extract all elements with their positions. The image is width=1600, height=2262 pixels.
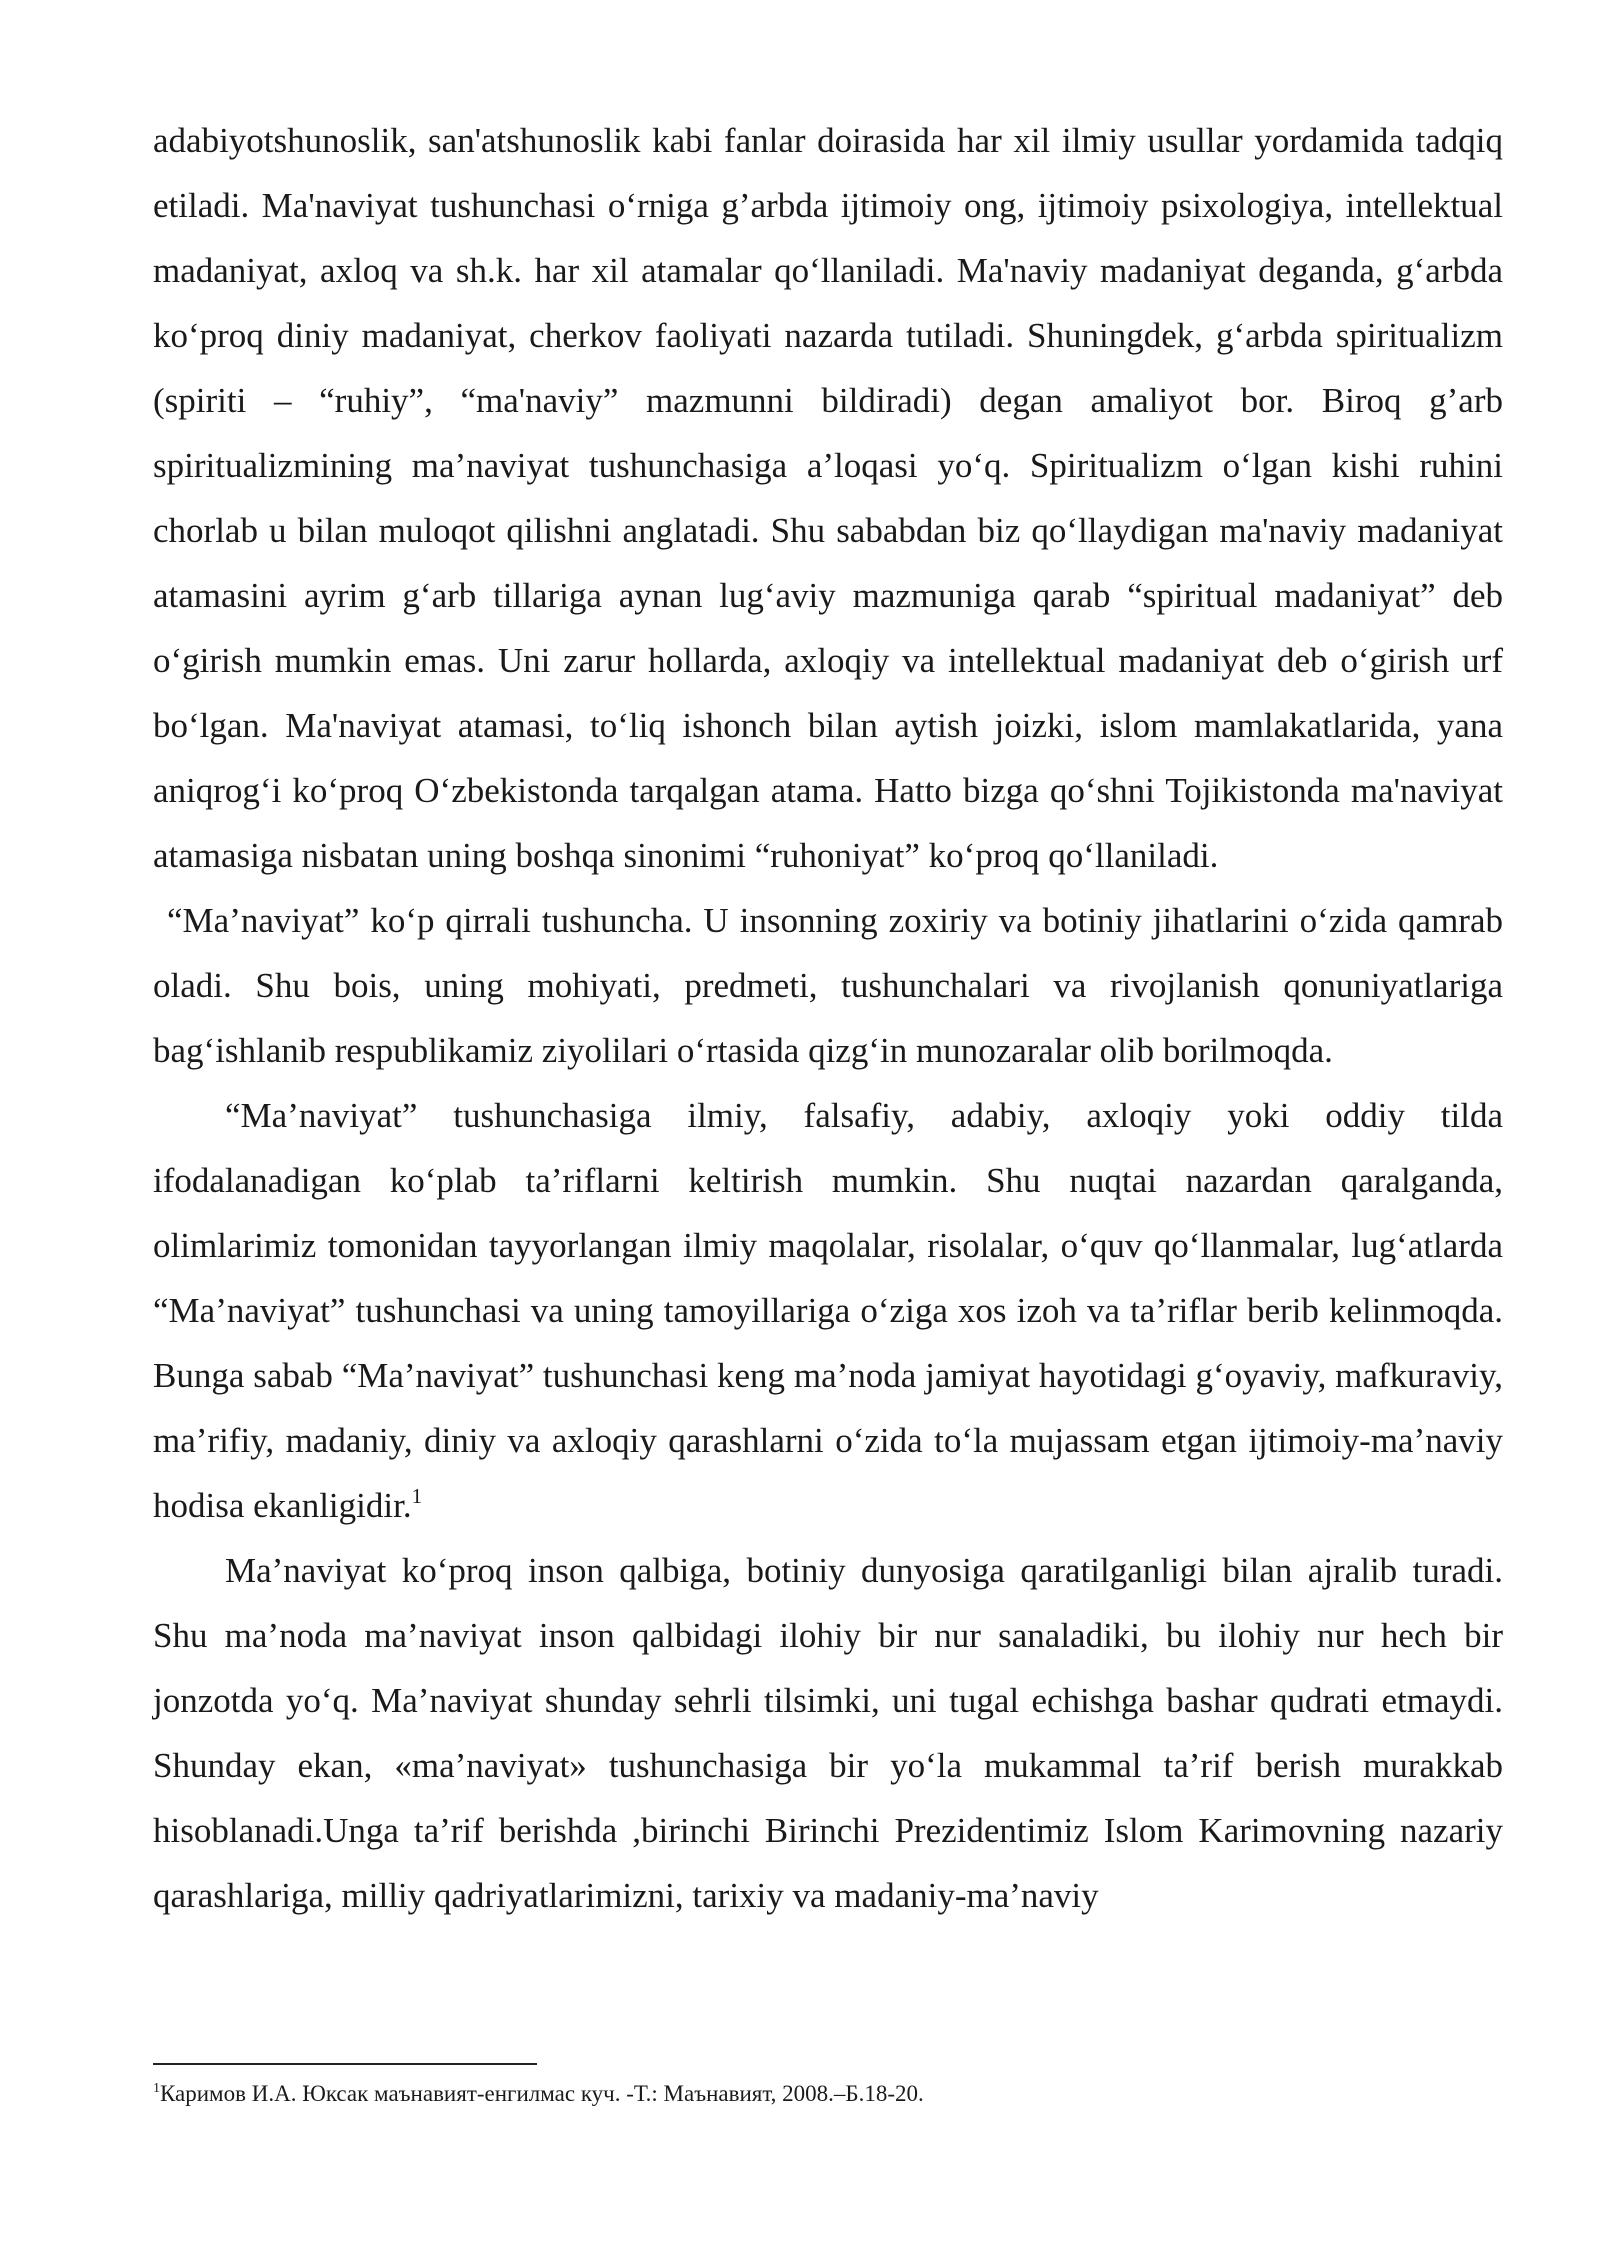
document-body	[153, 108, 1503, 1928]
paragraph-1: adabiyotshunoslik, san'atshunoslik kabi fanlar doirasida har xil ilmiy usullar yordamida tadqiq etiladi. Ma'naviyat tushunchasi o‘rniga g’arbda ijtimoiy ong, ijtimoiy psixologiya, intellektual madaniyat, axloq va sh.k. har xil atamalar qo‘llaniladi. Ma'naviy madaniyat deganda, g‘arbda ko‘proq diniy madaniyat, cherkov faoliyati nazarda tutiladi. Shuningdek, g‘arbda spiritualizm (spiriti – “ruhiy”, “ma'naviy” mazmunni bildiradi) degan amaliyot bor. Biroq g’arb spiritualizmining ma’naviyat tushunchasiga a’loqasi yo‘q. Spiritualizm o‘lgan kishi ruhini chorlab u bilan muloqot qilishni anglatadi. Shu sababdan biz qo‘llaydigan ma'naviy madaniyat atamasini ayrim g‘arb tillariga aynan lug‘aviy mazmuniga qarab “spiritual madaniyat” deb o‘girish mumkin emas. Uni zarur hollarda, axloqiy va intellektual madaniyat deb o‘girish urf bo‘lgan. Ma'naviyat atamasi, to‘liq ishonch bilan aytish joizki, islom mamlakatlarida, yana aniqrog‘i ko‘proq O‘zbekistonda tarqalgan atama. Hatto bizga qo‘shni Tojikistonda ma'naviyat atamasiga nisbatan uning boshqa sinonimi “ruhoniyat” ko‘proq qo‘llaniladi.	[153, 121, 1503, 875]
footnote-marker: 1	[153, 2081, 160, 2096]
paragraph-3	[153, 1083, 1503, 1538]
footnote-separator	[153, 2063, 537, 2065]
footnote	[153, 2076, 1503, 2112]
paragraph-2: “Ma’naviyat” ko‘p qirrali tushuncha. U insonning zoxiriy va botiniy jihatlarini o‘zida qamrab oladi. Shu bois, uning mohiyati, predmeti, tushunchalari va rivojlanish qonuniyatlariga bag‘ishlanib respublikamiz ziyolilari o‘rtasida qizg‘in munozaralar olib borilmoqda.	[153, 901, 1503, 1070]
footnote-reference[interactable]: 1	[411, 1484, 423, 1508]
footnote-text: Каримов И.А. Юксак маънавият-енгилмас куч. -Т.: Маънавият, 2008.–Б.18-20.	[160, 2081, 924, 2106]
paragraph-3-text: “Ma’naviyat” tushunchasiga ilmiy, falsafiy, adabiy, axloqiy yoki oddiy tilda ifodalanadigan ko‘plab ta’riflarni keltirish mumkin. Shu nuqtai nazardan qaralganda, olimlarimiz tomonidan tayyorlangan ilmiy maqolalar, risolalar, o‘quv qo‘llanmalar, lug‘atlarda “Ma’naviyat” tushunchasi va uning tamoyillariga o‘ziga xos izoh va ta’riflar berib kelinmoqda. Bunga sabab “Ma’naviyat” tushunchasi keng ma’noda jamiyat hayotidagi g‘oyaviy, mafkuraviy, ma’rifiy, madaniy, diniy va axloqiy qarashlarni o‘zida to‘la mujassam etgan ijtimoiy-ma’naviy hodisa ekanligidir.	[153, 1096, 1503, 1525]
paragraph-4: Ma’naviyat ko‘proq inson qalbiga, botiniy dunyosiga qaratilganligi bilan ajralib turadi. Shu ma’noda ma’naviyat inson qalbidagi ilohiy bir nur sanaladiki, bu ilohiy nur hech bir jonzotda yo‘q. Ma’naviyat shunday sehrli tilsimki, uni tugal echishga bashar qudrati etmaydi. Shunday ekan, «ma’naviyat» tushunchasiga bir yo‘la mukammal ta’rif berish murakkab hisoblanadi.Unga ta’rif berishda ,birinchi Birinchi Prezidentimiz Islom Karimovning nazariy qarashlariga, milliy qadriyatlarimizni, tarixiy va madaniy-ma’naviy	[153, 1551, 1503, 1915]
